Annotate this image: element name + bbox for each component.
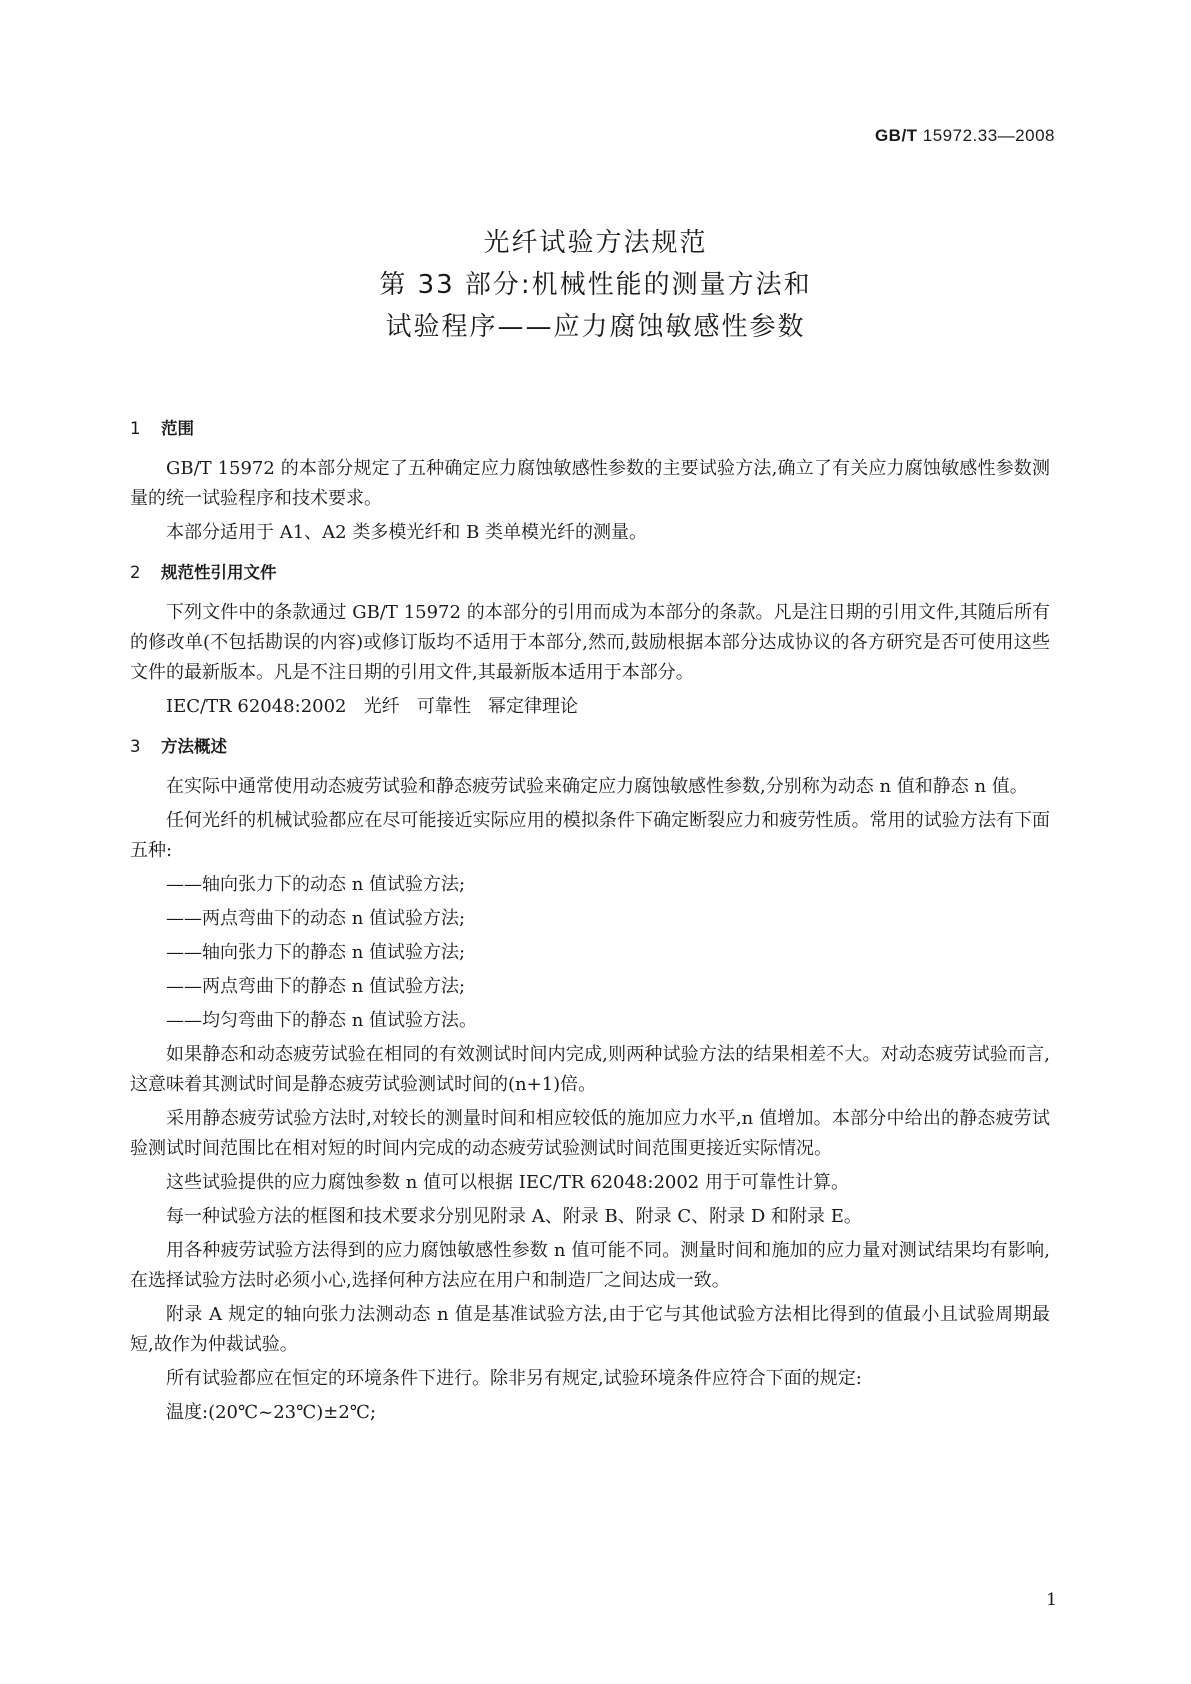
standard-prefix: GB/T [874, 126, 918, 145]
paragraph: 用各种疲劳试验方法得到的应力腐蚀敏感性参数 n 值可能不同。测量时间和施加的应力量对测试结果均有影响,在选择试验方法时必须小心,选择何种方法应在用户和制造厂之间达成一致。 [130, 1240, 1050, 1291]
section-number: 3 [130, 737, 141, 756]
paragraph: 这些试验提供的应力腐蚀参数 n 值可以根据 IEC/TR 62048:2002 用于可靠性计算。 [166, 1172, 849, 1193]
standard-number [875, 126, 1055, 146]
paragraph: 在实际中通常使用动态疲劳试验和静态疲劳试验来确定应力腐蚀敏感性参数,分别称为动态 n 值和静态 n 值。 [166, 776, 1028, 797]
method-list-item: ——均匀弯曲下的静态 n 值试验方法。 [166, 1010, 478, 1031]
paragraph: 温度:(20℃~23℃)±2℃; [166, 1402, 377, 1423]
section-number: 1 [130, 419, 141, 438]
paragraph: 下列文件中的条款通过 GB/T 15972 的本部分的引用而成为本部分的条款。凡是注日期的引用文件,其随后所有的修改单(不包括勘误的内容)或修订版均不适用于本部分,然而,鼓励根据本部分达成协议的各方研究是否可使用这些文件的最新版本。凡是不注日期的引用文件,其最新版本适用于本部分。 [130, 602, 1050, 683]
method-list-item: ——两点弯曲下的动态 n 值试验方法; [166, 908, 466, 929]
paragraph: GB/T 15972 的本部分规定了五种确定应力腐蚀敏感性参数的主要试验方法,确立了有关应力腐蚀敏感性参数测量的统一试验程序和技术要求。 [130, 458, 1050, 509]
title-line-1: 光纤试验方法规范 [483, 228, 708, 258]
method-list-item: ——轴向张力下的静态 n 值试验方法; [166, 942, 466, 963]
section-title: 范围 [161, 419, 194, 438]
document-title [0, 222, 1191, 348]
paragraph: 附录 A 规定的轴向张力法测动态 n 值是基准试验方法,由于它与其他试验方法相比得到的值最小且试验周期最短,故作为仲裁试验。 [130, 1304, 1050, 1355]
section-1-heading [130, 414, 1050, 444]
section-2-heading [130, 558, 1050, 588]
title-line-3: 试验程序——应力腐蚀敏感性参数 [385, 312, 806, 342]
paragraph: 采用静态疲劳试验方法时,对较长的测量时间和相应较低的施加应力水平,n 值增加。本部分中给出的静态疲劳试验测试时间范围比在相对短的时间内完成的动态疲劳试验测试时间范围更接近实际情况。 [130, 1108, 1050, 1159]
standard-code: 15972.33—2008 [917, 126, 1055, 145]
paragraph: 所有试验都应在恒定的环境条件下进行。除非另有规定,试验环境条件应符合下面的规定: [166, 1368, 862, 1389]
section-3-heading [130, 732, 1050, 762]
paragraph: 本部分适用于 A1、A2 类多模光纤和 B 类单模光纤的测量。 [166, 522, 648, 543]
normative-reference: IEC/TR 62048:2002 光纤 可靠性 幂定律理论 [166, 696, 578, 717]
section-number: 2 [130, 563, 141, 582]
method-list-item: ——轴向张力下的动态 n 值试验方法; [166, 874, 466, 895]
method-list-item: ——两点弯曲下的静态 n 值试验方法; [166, 976, 466, 997]
section-title: 规范性引用文件 [161, 563, 277, 582]
title-line-2: 第 33 部分:机械性能的测量方法和 [379, 270, 812, 300]
section-title: 方法概述 [161, 737, 227, 756]
page-number: 1 [1046, 1590, 1057, 1610]
document-body [130, 414, 1050, 1432]
paragraph: 每一种试验方法的框图和技术要求分别见附录 A、附录 B、附录 C、附录 D 和附录 E。 [166, 1206, 862, 1227]
paragraph: 任何光纤的机械试验都应在尽可能接近实际应用的模拟条件下确定断裂应力和疲劳性质。常用的试验方法有下面五种: [130, 810, 1050, 861]
paragraph: 如果静态和动态疲劳试验在相同的有效测试时间内完成,则两种试验方法的结果相差不大。对动态疲劳试验而言,这意味着其测试时间是静态疲劳试验测试时间的(n+1)倍。 [130, 1044, 1050, 1095]
